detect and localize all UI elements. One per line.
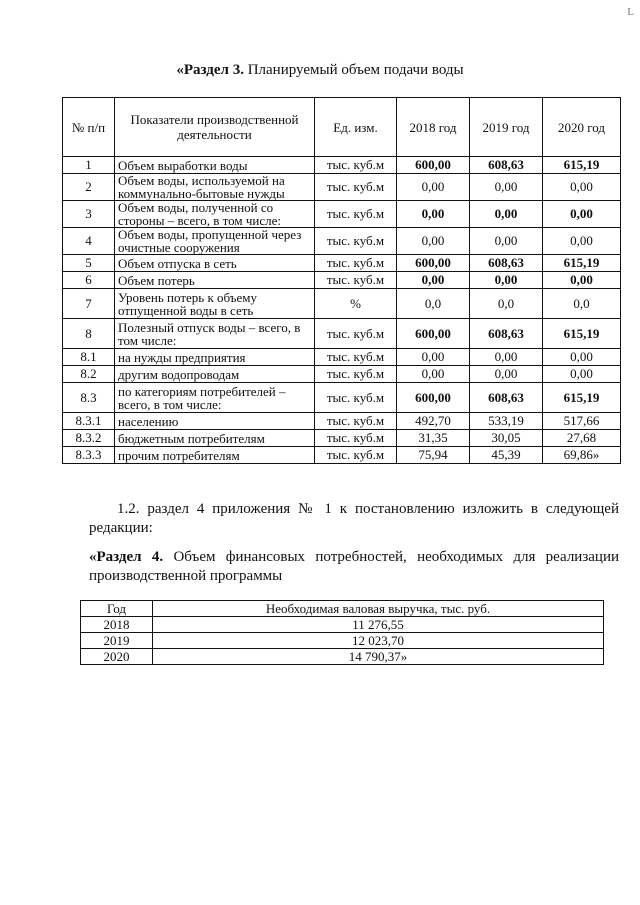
table-row (63, 349, 621, 366)
row-name: Объем воды, полученной со стороны – всего, в том числе: (115, 201, 315, 228)
row-name: Полезный отпуск воды – всего, в том числе: (115, 319, 315, 349)
section4-title-bold: «Раздел 4. (89, 549, 164, 565)
row-value-2018: 600,00 (397, 383, 470, 413)
row-value-2018: 0,0 (397, 289, 470, 319)
row-value-2019: 608,63 (470, 255, 543, 272)
row-unit: тыс. куб.м (315, 366, 397, 383)
row-value-2018: 31,35 (397, 430, 470, 447)
table-row (81, 649, 604, 665)
water-table-header-row (63, 98, 621, 157)
row-unit: тыс. куб.м (315, 272, 397, 289)
row-name: бюджетным потребителям (115, 430, 315, 447)
table-row (63, 383, 621, 413)
row-num: 8.3.2 (63, 430, 115, 447)
row-num: 3 (63, 201, 115, 228)
table-row (63, 413, 621, 430)
row-num: 8.3 (63, 383, 115, 413)
header-2019: 2019 год (470, 98, 543, 157)
row-value-2018: 0,00 (397, 174, 470, 201)
row-unit: тыс. куб.м (315, 255, 397, 272)
revenue-table-header-row (81, 601, 604, 617)
table-row (63, 255, 621, 272)
row-value-2018: 492,70 (397, 413, 470, 430)
row-value-2018: 0,00 (397, 272, 470, 289)
row-name: Объем воды, пропущенной через очистные сооружения (115, 228, 315, 255)
row-value-2019: 533,19 (470, 413, 543, 430)
row-unit: тыс. куб.м (315, 228, 397, 255)
row-unit: тыс. куб.м (315, 174, 397, 201)
table-row (63, 228, 621, 255)
row-num: 8.3.1 (63, 413, 115, 430)
row-value-2018: 0,00 (397, 201, 470, 228)
table-row (63, 447, 621, 464)
row-value-2020: 0,00 (543, 174, 621, 201)
row-name: прочим потребителям (115, 447, 315, 464)
header-num: № п/п (63, 98, 115, 157)
row-name: Объем воды, используемой на коммунально-бытовые нужды (115, 174, 315, 201)
table-row (63, 319, 621, 349)
row-name: другим водопроводам (115, 366, 315, 383)
row-name: Объем потерь (115, 272, 315, 289)
row-value-2019: 608,63 (470, 383, 543, 413)
revenue-table (80, 600, 604, 665)
header-indicator: Показатели производственной деятельности (115, 98, 315, 157)
table-row (63, 157, 621, 174)
row-unit: тыс. куб.м (315, 430, 397, 447)
row-num: 6 (63, 272, 115, 289)
row-name: Объем отпуска в сеть (115, 255, 315, 272)
row-value-2019: 30,05 (470, 430, 543, 447)
row-unit: тыс. куб.м (315, 413, 397, 430)
row-value-2018: 600,00 (397, 255, 470, 272)
header-2020: 2020 год (543, 98, 621, 157)
header-unit: Ед. изм. (315, 98, 397, 157)
row-value-2019: 0,00 (470, 349, 543, 366)
row-revenue: 12 023,70 (153, 633, 604, 649)
water-supply-table (62, 97, 621, 464)
header-2018: 2018 год (397, 98, 470, 157)
paragraph-amendment: 1.2. раздел 4 приложения № 1 к постановлению изложить в следующей редакции: (89, 501, 619, 536)
row-value-2018: 600,00 (397, 157, 470, 174)
row-value-2018: 0,00 (397, 228, 470, 255)
table-row (63, 366, 621, 383)
row-value-2019: 0,00 (470, 272, 543, 289)
row-revenue: 14 790,37» (153, 649, 604, 665)
row-year: 2019 (81, 633, 153, 649)
table-row (63, 174, 621, 201)
row-revenue: 11 276,55 (153, 617, 604, 633)
row-value-2020: 615,19 (543, 255, 621, 272)
row-value-2020: 0,00 (543, 201, 621, 228)
row-num: 7 (63, 289, 115, 319)
header-year: Год (81, 601, 153, 617)
row-value-2019: 0,0 (470, 289, 543, 319)
row-value-2020: 0,0 (543, 289, 621, 319)
section3-title (0, 62, 640, 79)
section3-title-bold: «Раздел 3. (176, 62, 244, 78)
row-num: 8.2 (63, 366, 115, 383)
row-unit: тыс. куб.м (315, 349, 397, 366)
row-value-2019: 0,00 (470, 201, 543, 228)
row-value-2020: 0,00 (543, 228, 621, 255)
row-year: 2020 (81, 649, 153, 665)
row-value-2019: 608,63 (470, 319, 543, 349)
row-value-2020: 69,86» (543, 447, 621, 464)
table-row (63, 289, 621, 319)
row-value-2020: 517,66 (543, 413, 621, 430)
row-value-2019: 45,39 (470, 447, 543, 464)
row-value-2020: 0,00 (543, 272, 621, 289)
row-value-2019: 0,00 (470, 174, 543, 201)
row-value-2020: 615,19 (543, 157, 621, 174)
header-revenue: Необходимая валовая выручка, тыс. руб. (153, 601, 604, 617)
row-value-2019: 0,00 (470, 228, 543, 255)
row-unit: тыс. куб.м (315, 201, 397, 228)
row-value-2019: 0,00 (470, 366, 543, 383)
row-unit: % (315, 289, 397, 319)
row-num: 8.3.3 (63, 447, 115, 464)
row-num: 1 (63, 157, 115, 174)
table-row (63, 430, 621, 447)
row-unit: тыс. куб.м (315, 157, 397, 174)
row-num: 2 (63, 174, 115, 201)
row-unit: тыс. куб.м (315, 319, 397, 349)
row-num: 8 (63, 319, 115, 349)
row-name: по категориям потребителей – всего, в том числе: (115, 383, 315, 413)
corner-mark: L (627, 6, 634, 18)
table-row (81, 617, 604, 633)
section3-title-rest: Планируемый объем подачи воды (243, 62, 464, 78)
row-value-2020: 27,68 (543, 430, 621, 447)
row-value-2019: 608,63 (470, 157, 543, 174)
row-unit: тыс. куб.м (315, 447, 397, 464)
row-num: 8.1 (63, 349, 115, 366)
row-value-2020: 0,00 (543, 349, 621, 366)
water-table-body (63, 157, 621, 464)
row-value-2018: 0,00 (397, 349, 470, 366)
row-name: Уровень потерь к объему отпущенной воды в сеть (115, 289, 315, 319)
row-value-2018: 75,94 (397, 447, 470, 464)
row-value-2020: 615,19 (543, 383, 621, 413)
row-value-2020: 615,19 (543, 319, 621, 349)
row-num: 4 (63, 228, 115, 255)
section4-title-rest: Объем финансовых потребностей, необходимых для реализации производственной программы (89, 549, 619, 584)
row-name: населению (115, 413, 315, 430)
table-row (81, 633, 604, 649)
row-num: 5 (63, 255, 115, 272)
revenue-table-body (81, 617, 604, 665)
row-name: на нужды предприятия (115, 349, 315, 366)
row-name: Объем выработки воды (115, 157, 315, 174)
row-value-2020: 0,00 (543, 366, 621, 383)
table-row (63, 201, 621, 228)
section4-title (89, 548, 619, 586)
row-value-2018: 0,00 (397, 366, 470, 383)
row-unit: тыс. куб.м (315, 383, 397, 413)
row-value-2018: 600,00 (397, 319, 470, 349)
row-year: 2018 (81, 617, 153, 633)
table-row (63, 272, 621, 289)
